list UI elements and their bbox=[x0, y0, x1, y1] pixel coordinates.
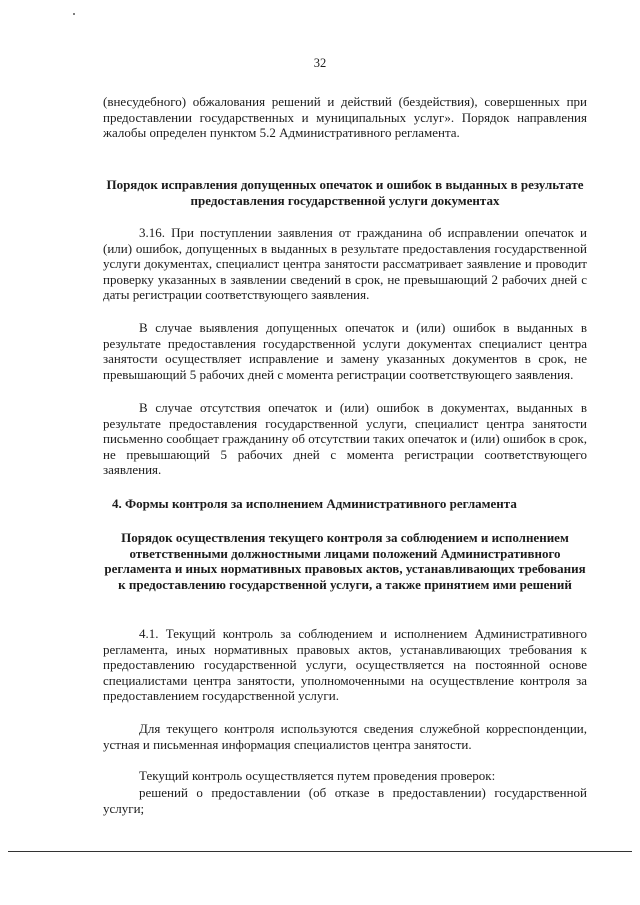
page-number: 32 bbox=[313, 56, 327, 70]
paragraph-decisions: решений о предоставлении (об отказе в предоставлении) государственной услуги; bbox=[103, 785, 587, 816]
paragraph-4-1: 4.1. Текущий контроль за соблюдением и исполнением Административного регламента, иных нормативных правовых актов, устанавливающих требования к предоставлению государственной услуги, осуществляется на постоянной основе специалистами центра занятости, уполномоченными на осуществление контроля за предоставлением государственной услуги. bbox=[103, 626, 587, 704]
paragraph-inspections: Текущий контроль осуществляется путем проведения проверок: bbox=[139, 768, 496, 783]
paragraph-no-errors: В случае отсутствия опечаток и (или) ошибок в документах, выданных в результате предоставления государственной услуги, специалист центра занятости письменно сообщает гражданину об отсутствии таких опечаток и (или) ошибок в срок, не превышающий 5 рабочих дней с момента регистрации соответствующего заявления. bbox=[103, 400, 587, 478]
section-heading-4: 4. Формы контроля за исполнением Административного регламента bbox=[112, 496, 517, 511]
heading-typo-correction: Порядок исправления допущенных опечаток и ошибок в выданных в результате предоставления государственной услуги документах bbox=[106, 177, 584, 208]
paragraph-control-sources: Для текущего контроля используются сведения служебной корреспонденции, устная и письменная информация специалистов центра занятости. bbox=[103, 721, 587, 752]
heading-current-control: Порядок осуществления текущего контроля за соблюдением и исполнением ответственными должностными лицами положений Административного регламента и иных нормативных правовых актов, устанавливающих требования к предоставлению государственной услуги, а также принятием ими решений bbox=[104, 530, 586, 592]
bottom-rule bbox=[8, 851, 632, 852]
paragraph-appeal-procedure: (внесудебного) обжалования решений и действий (бездействия), совершенных при предоставлении государственных и муниципальных услуг». Порядок направления жалобы определен пунктом 5.2 Административного регламента. bbox=[103, 94, 587, 141]
paragraph-errors-found: В случае выявления допущенных опечаток и (или) ошибок в выданных в результате предоставления государственной услуги документах специалист центра занятости осуществляет исправление и замену указанных документов в срок, не превышающий 5 рабочих дней с момента регистрации соответствующего заявления. bbox=[103, 320, 587, 382]
paragraph-3-16: 3.16. При поступлении заявления от гражданина об исправлении опечаток и (или) ошибок, допущенных в выданных в результате предоставления государственной услуги документах, специалист центра занятости рассматривает заявление и проводит проверку указанных в заявлении сведений в срок, не превышающий 2 рабочих дней с даты регистрации соответствующего заявления. bbox=[103, 225, 587, 303]
scan-speck bbox=[73, 13, 75, 15]
